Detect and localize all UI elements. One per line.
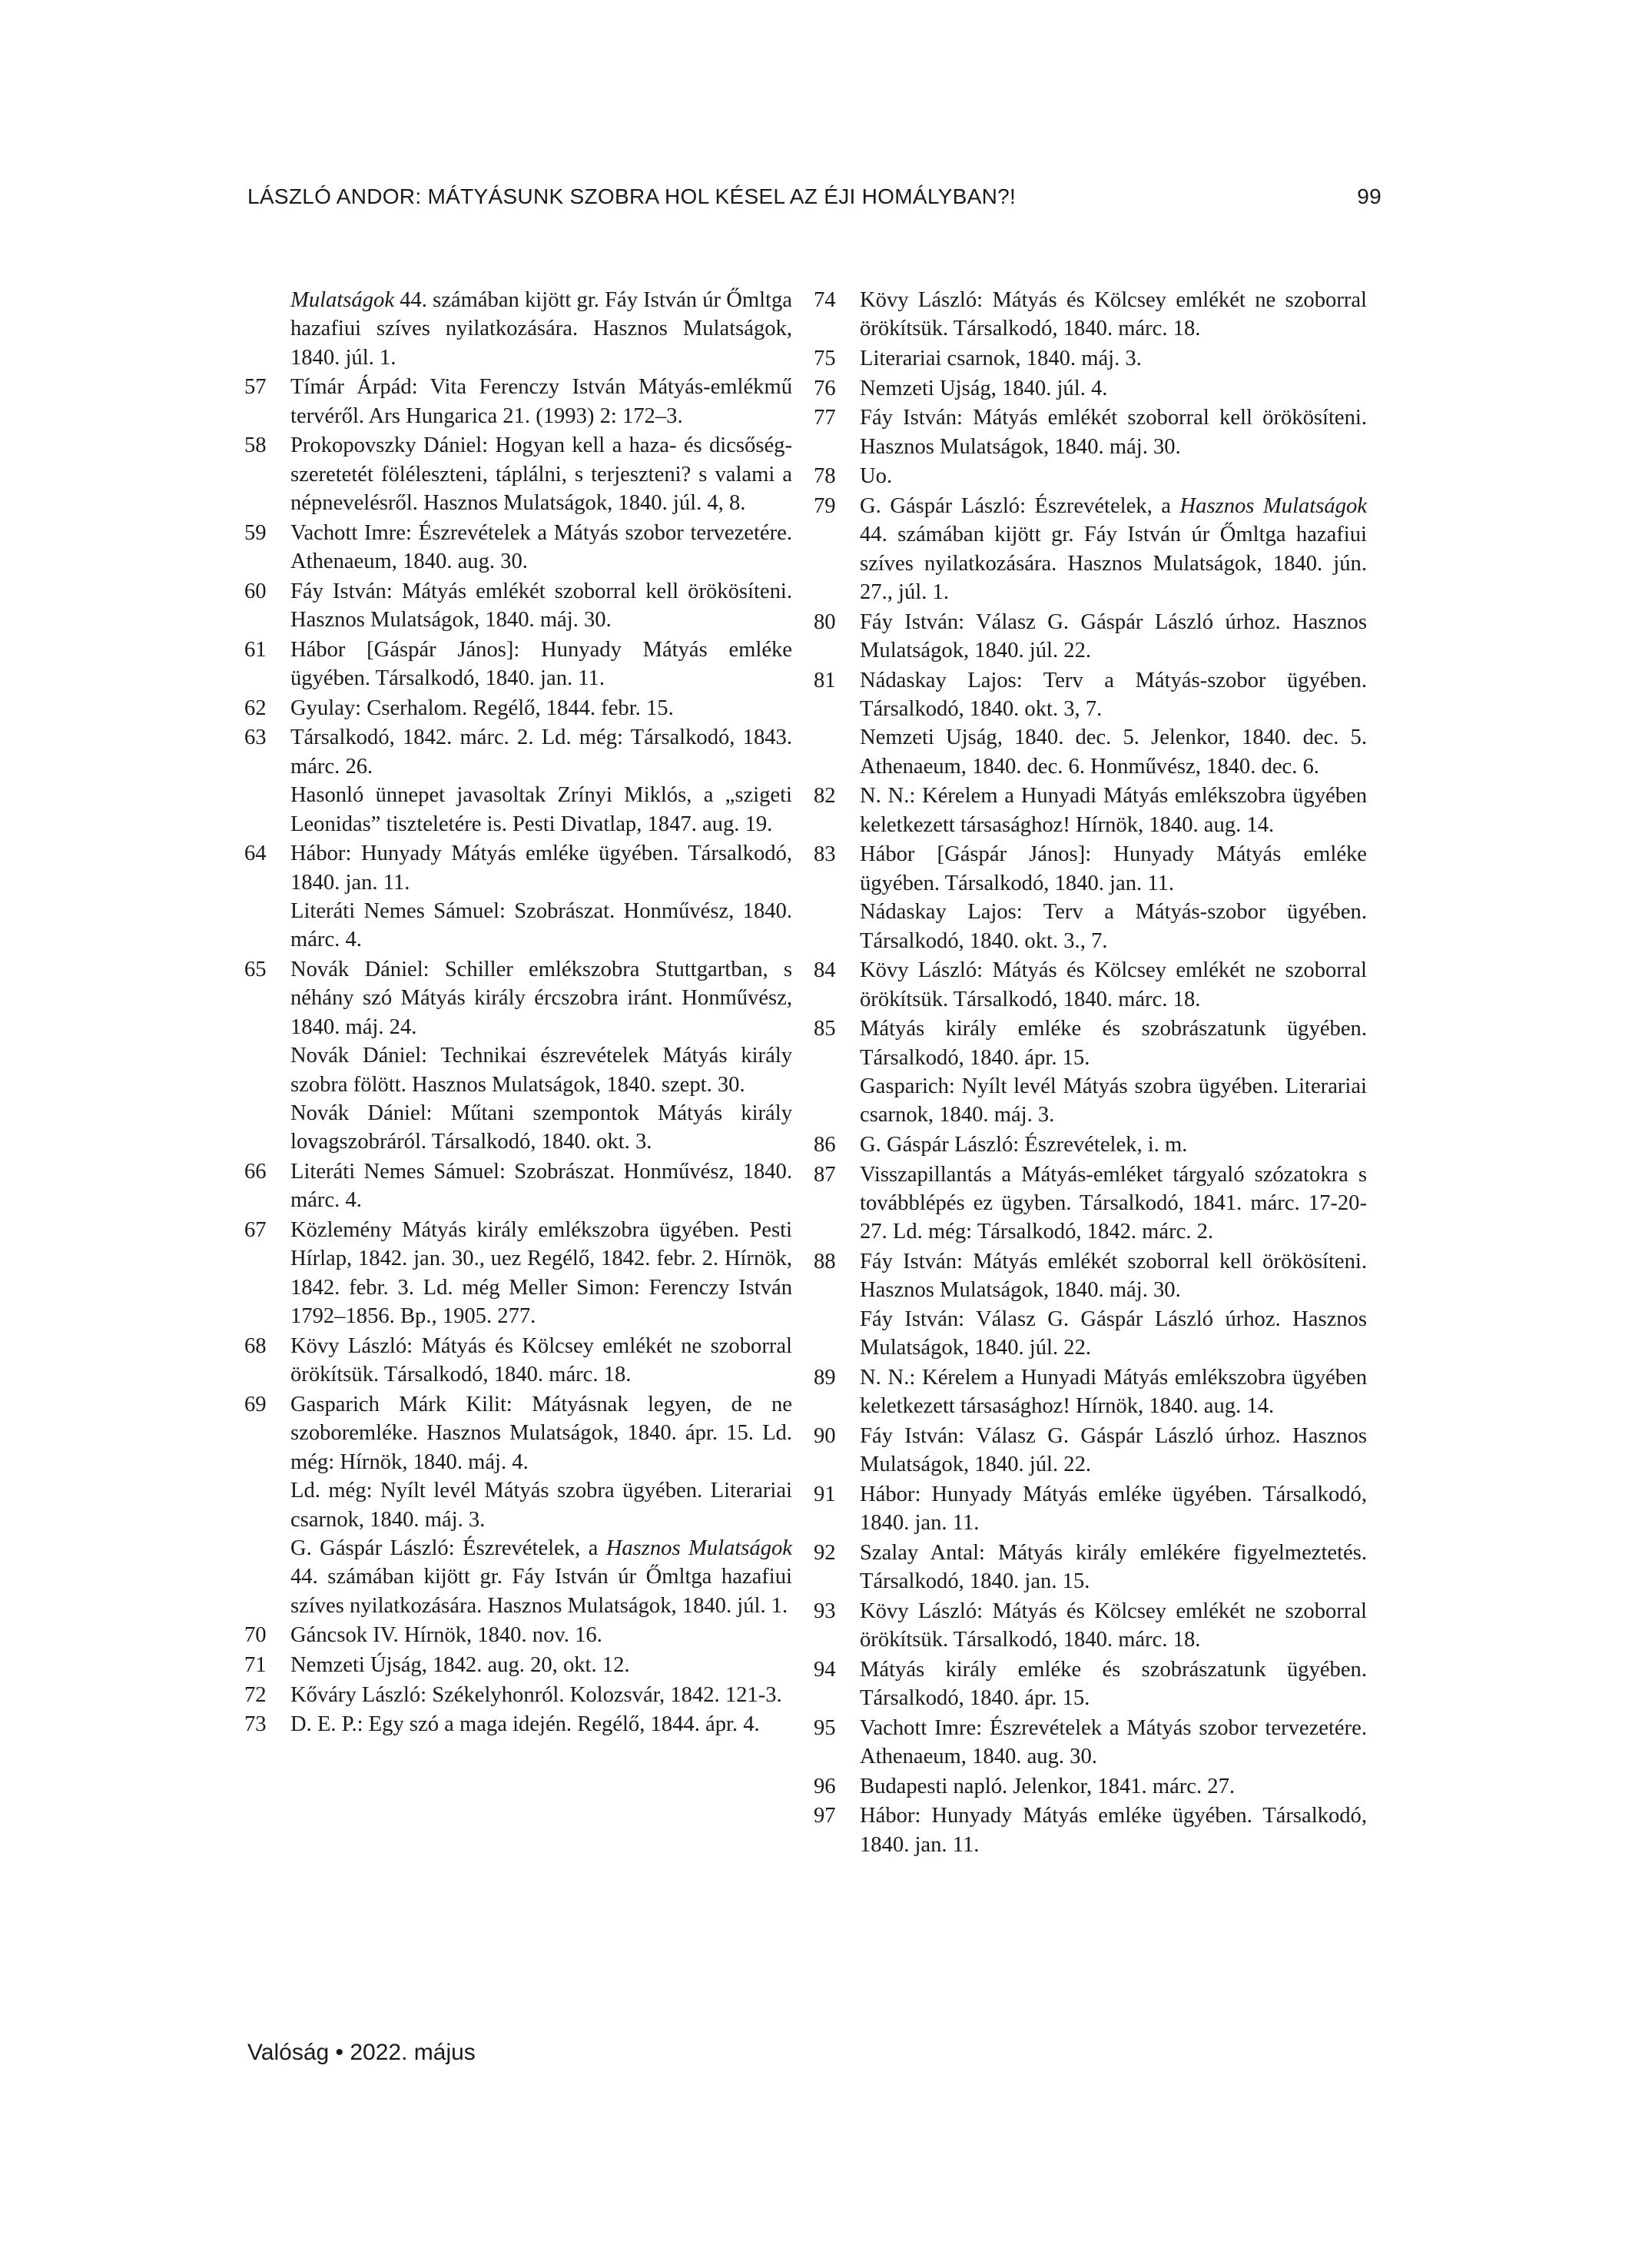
endnote-paragraph: Budapesti napló. Jelenkor, 1841. márc. 27. <box>860 1774 1236 1798</box>
endnote-paragraph: G. Gáspár László: Észrevételek, a Hasznos Mulatságok 44. számában kijött gr. Fáy István úr Őmltga hazafiui szíves nyilatkozására. Hasznos Mulatságok, 1840. júl. 1. <box>290 1536 792 1618</box>
endnote-paragraph: Visszapillantás a Mátyás-emléket tárgyaló szózatokra s továbblépés ez ügyben. Társalkodó, 1841. márc. 17-20-27. Ld. még: Társalkodó, 1842. márc. 2. <box>860 1162 1367 1244</box>
endnote-92 <box>814 1539 1367 1596</box>
endnote-paragraph: Uo. <box>860 464 893 489</box>
endnote-text <box>860 782 1367 839</box>
italic-journal-title: Mulatságok <box>290 288 395 312</box>
endnote-number: 89 <box>814 1365 836 1390</box>
endnote-text <box>860 1161 1367 1247</box>
endnote-text <box>860 666 1367 782</box>
endnote-number: 65 <box>244 958 267 982</box>
endnote-text <box>290 955 792 1157</box>
endnote-82 <box>814 782 1367 839</box>
endnote-text <box>290 519 792 576</box>
endnote-number: 87 <box>814 1162 836 1187</box>
endnote-paragraph: Literáti Nemes Sámuel: Szobrászat. Honművész, 1840. márc. 4. <box>290 1160 792 1213</box>
endnote-paragraph: Literáti Nemes Sámuel: Szobrászat. Honművész, 1840. márc. 4. <box>290 899 792 952</box>
endnote-number: 97 <box>814 1804 836 1828</box>
endnote-87 <box>814 1161 1367 1247</box>
endnote-78 <box>814 462 1367 490</box>
endnote-text <box>860 1422 1367 1479</box>
endnote-number: 75 <box>814 347 836 370</box>
endnote-paragraph: Nemzeti Ujság, 1840. dec. 5. Jelenkor, 1840. dec. 5. Athenaeum, 1840. dec. 6. Honművész, 1840. dec. 6. <box>860 726 1367 779</box>
endnote-number: 64 <box>244 842 267 866</box>
endnote-paragraph: Nádaskay Lajos: Terv a Mátyás-szobor ügyében. Társalkodó, 1840. okt. 3, 7. <box>860 668 1367 721</box>
endnote-text <box>290 1332 792 1390</box>
endnote-paragraph: Nádaskay Lajos: Terv a Mátyás-szobor ügyében. Társalkodó, 1840. okt. 3., 7. <box>860 900 1367 953</box>
endnote-number: 83 <box>814 842 836 867</box>
endnote-number: 88 <box>814 1250 836 1274</box>
endnote-number: 73 <box>244 1712 267 1737</box>
endnote-paragraph: Hábor: Hunyady Mátyás emléke ügyében. Társalkodó, 1840. jan. 11. <box>290 842 792 895</box>
endnote-paragraph: Gáncsok IV. Hírnök, 1840. nov. 16. <box>290 1623 602 1648</box>
endnote-text <box>860 344 1367 373</box>
endnote-number: 78 <box>814 464 836 489</box>
endnote-paragraph: Gasparich: Nyílt levél Mátyás szobra ügyében. Literariai csarnok, 1840. máj. 3. <box>860 1074 1367 1127</box>
notes-column-right <box>814 286 1367 1860</box>
endnote-70 <box>244 1621 792 1649</box>
endnote-95 <box>814 1714 1367 1772</box>
endnote-paragraph: N. N.: Kérelem a Hunyadi Mátyás emlékszobra ügyében keletkezett társasághoz! Hírnök, 1840. aug. 14. <box>860 1365 1367 1419</box>
endnote-number: 91 <box>814 1482 836 1506</box>
endnote-number: 76 <box>814 376 836 400</box>
endnote-paragraph: Fáy István: Válasz G. Gáspár László úrhoz. Hasznos Mulatságok, 1840. júl. 22. <box>860 1423 1367 1477</box>
endnote-paragraph: D. E. P.: Egy szó a maga idején. Regélő, 1844. ápr. 4. <box>290 1712 760 1737</box>
endnote-text <box>290 1651 792 1679</box>
endnote-72 <box>244 1681 792 1709</box>
endnote-text <box>860 1772 1367 1801</box>
endnote-paragraph: Hasonló ünnepet javasoltak Zrínyi Miklós, a „szigeti Leonidas” tiszteletére is. Pesti Divatlap, 1847. aug. 19. <box>290 783 792 836</box>
endnote-74 <box>814 286 1367 344</box>
notes-column-left <box>244 286 792 1740</box>
running-title: LÁSZLÓ ANDOR: MÁTYÁSUNK SZOBRA HOL KÉSEL AZ ÉJI HOMÁLYBAN?! <box>247 184 1017 208</box>
endnote-68 <box>244 1332 792 1390</box>
endnote-73 <box>244 1710 792 1738</box>
endnote-62 <box>244 694 792 722</box>
endnote-text <box>290 1390 792 1620</box>
endnote-text <box>290 839 792 955</box>
endnote-text <box>860 1363 1367 1421</box>
endnote-text <box>860 492 1367 607</box>
endnote-number: 95 <box>814 1715 836 1740</box>
endnote-61 <box>244 636 792 693</box>
endnote-number: 57 <box>244 375 267 400</box>
endnote-paragraph: Fáy István: Válasz G. Gáspár László úrhoz. Hasznos Mulatságok, 1840. júl. 22. <box>860 609 1367 662</box>
endnote-text <box>860 1480 1367 1538</box>
endnote-text <box>860 1597 1367 1655</box>
endnote-number: 63 <box>244 726 267 750</box>
endnote-paragraph: Kövy László: Mátyás és Kölcsey emlékét ne szoborral örökítsük. Társalkodó, 1840. márc. 18. <box>860 1599 1367 1652</box>
endnote-paragraph: Vachott Imre: Észrevételek a Mátyás szobor tervezetére. Athenaeum, 1840. aug. 30. <box>290 520 792 574</box>
endnote-paragraph: Prokopovszky Dániel: Hogyan kell a haza- és dicsőség-szeretetét föléleszteni, táplálni, s terjeszteni? s valami a népnevelésről. Hasznos Mulatságok, 1840. júl. 4, 8. <box>290 433 792 516</box>
endnote-60 <box>244 577 792 635</box>
endnote-paragraph: Fáy István: Mátyás emlékét szoborral kell örökösíteni. Hasznos Mulatságok, 1840. máj. 30. <box>860 406 1367 459</box>
endnote-paragraph: Fáy István: Válasz G. Gáspár László úrhoz. Hasznos Mulatságok, 1840. júl. 22. <box>860 1307 1367 1360</box>
endnote-text <box>290 1621 792 1649</box>
endnote-63 <box>244 723 792 838</box>
endnote-text <box>860 1131 1367 1159</box>
endnote-number: 82 <box>814 784 836 809</box>
endnote-number: 62 <box>244 696 267 720</box>
endnote-paragraph: Vachott Imre: Észrevételek a Mátyás szobor tervezetére. Athenaeum, 1840. aug. 30. <box>860 1715 1367 1769</box>
endnote-text <box>860 1247 1367 1363</box>
endnote-paragraph: Fáy István: Mátyás emlékét szoborral kell örökösíteni. Hasznos Mulatságok, 1840. máj. 30. <box>860 1250 1367 1303</box>
left-notes-list <box>244 373 792 1738</box>
endnote-paragraph: Fáy István: Mátyás emlékét szoborral kell örökösíteni. Hasznos Mulatságok, 1840. máj. 30. <box>290 579 792 633</box>
endnote-76 <box>814 374 1367 403</box>
endnote-number: 72 <box>244 1682 267 1707</box>
endnote-number: 85 <box>814 1017 836 1041</box>
endnote-number: 93 <box>814 1599 836 1623</box>
endnote-text <box>860 956 1367 1014</box>
endnote-text <box>290 373 792 430</box>
endnote-paragraph: Mátyás király emléke és szobrászatunk ügyében. Társalkodó, 1840. ápr. 15. <box>860 1657 1367 1711</box>
endnote-65 <box>244 955 792 1157</box>
endnote-number: 77 <box>814 406 836 430</box>
endnote-71 <box>244 1651 792 1679</box>
endnote-number: 94 <box>814 1657 836 1682</box>
endnote-94 <box>814 1655 1367 1713</box>
endnote-91 <box>814 1480 1367 1538</box>
endnote-number: 90 <box>814 1423 836 1448</box>
endnote-text <box>860 1014 1367 1130</box>
endnote-69 <box>244 1390 792 1620</box>
endnote-paragraph: G. Gáspár László: Észrevételek, i. m. <box>860 1133 1188 1157</box>
endnote-64 <box>244 839 792 955</box>
endnote-81 <box>814 666 1367 782</box>
endnote-text <box>860 1539 1367 1596</box>
endnote-text <box>290 1681 792 1709</box>
endnote-number: 67 <box>244 1218 267 1243</box>
endnote-88 <box>814 1247 1367 1363</box>
endnote-number: 79 <box>814 493 836 518</box>
endnote-number: 66 <box>244 1160 267 1184</box>
endnote-number: 84 <box>814 958 836 983</box>
endnote-number: 74 <box>814 288 836 312</box>
endnote-text <box>860 403 1367 461</box>
endnote-number: 92 <box>814 1540 836 1565</box>
endnote-text <box>290 431 792 517</box>
endnote-paragraph: Ld. még: Nyílt levél Mátyás szobra ügyében. Literariai csarnok, 1840. máj. 3. <box>290 1479 792 1532</box>
endnote-paragraph: Kőváry László: Székelyhonról. Kolozsvár, 1842. 121-3. <box>290 1682 782 1707</box>
endnote-number: 86 <box>814 1133 836 1157</box>
page-number: 99 <box>1357 184 1382 208</box>
endnote-text <box>860 840 1367 955</box>
endnote-text <box>860 286 1367 344</box>
endnote-text <box>290 723 792 838</box>
endnote-text <box>860 1655 1367 1713</box>
endnote-text <box>860 1801 1367 1859</box>
endnote-90 <box>814 1422 1367 1479</box>
endnote-paragraph: Kövy László: Mátyás és Kölcsey emlékét ne szoborral örökítsük. Társalkodó, 1840. márc. 18. <box>290 1333 792 1387</box>
endnote-text <box>860 608 1367 666</box>
endnote-paragraph: N. N.: Kérelem a Hunyadi Mátyás emlékszobra ügyében keletkezett társasághoz! Hírnök, 1840. aug. 14. <box>860 784 1367 837</box>
endnote-93 <box>814 1597 1367 1655</box>
endnote-57 <box>244 373 792 430</box>
endnote-paragraph: Társalkodó, 1842. márc. 2. Ld. még: Társalkodó, 1843. márc. 26. <box>290 726 792 779</box>
endnote-number: 81 <box>814 668 836 692</box>
endnote-number: 68 <box>244 1333 267 1358</box>
endnote-number: 71 <box>244 1652 267 1677</box>
endnote-paragraph: Gasparich Márk Kilit: Mátyásnak legyen, de ne szoboremléke. Hasznos Mulatságok, 1840. ápr. 15. Ld. még: Hírnök, 1840. máj. 4. <box>290 1392 792 1474</box>
endnote-80 <box>814 608 1367 666</box>
endnote-text <box>860 462 1367 490</box>
endnote-paragraph: Novák Dániel: Technikai észrevételek Mátyás király szobra fölött. Hasznos Mulatságok, 1840. szept. 30. <box>290 1044 792 1097</box>
endnote-number: 61 <box>244 637 267 662</box>
endnote-paragraph: Hábor: Hunyady Mátyás emléke ügyében. Társalkodó, 1840. jan. 11. <box>860 1482 1367 1536</box>
endnote-number: 59 <box>244 520 267 545</box>
endnote-59 <box>244 519 792 576</box>
endnote-89 <box>814 1363 1367 1421</box>
endnote-paragraph: Mátyás király emléke és szobrászatunk ügyében. Társalkodó, 1840. ápr. 15. <box>860 1017 1367 1070</box>
endnote-paragraph: Literariai csarnok, 1840. máj. 3. <box>860 347 1142 370</box>
italic-journal-title: Hasznos Mulatságok <box>1179 493 1367 518</box>
endnote-paragraph: Tímár Árpád: Vita Ferenczy István Mátyás-emlékmű tervéről. Ars Hungarica 21. (1993) 2: 172–3. <box>290 375 792 428</box>
endnote-paragraph: Közlemény Mátyás király emlékszobra ügyében. Pesti Hírlap, 1842. jan. 30., uez Regélő, 1842. febr. 2. Hírnök, 1842. febr. 3. Ld. még Meller Simon: Ferenczy István 1792–1856. Bp., 1905. 277. <box>290 1218 792 1329</box>
endnote-58 <box>244 431 792 517</box>
endnote-85 <box>814 1014 1367 1130</box>
endnote-text <box>290 636 792 693</box>
endnote-paragraph: Novák Dániel: Schiller emlékszobra Stuttgartban, s néhány szó Mátyás király ércszobra iránt. Honművész, 1840. máj. 24. <box>290 958 792 1039</box>
endnote-86 <box>814 1131 1367 1159</box>
endnote-paragraph: Gyulay: Cserhalom. Regélő, 1844. febr. 15. <box>290 696 674 720</box>
endnote-number: 80 <box>814 609 836 634</box>
endnote-77 <box>814 403 1367 461</box>
endnote-text <box>290 1216 792 1331</box>
endnote-67 <box>244 1216 792 1331</box>
endnote-number: 96 <box>814 1774 836 1798</box>
endnote-79 <box>814 492 1367 607</box>
endnote-number: 70 <box>244 1623 267 1648</box>
endnote-paragraph: Kövy László: Mátyás és Kölcsey emlékét ne szoborral örökítsük. Társalkodó, 1840. márc. 18. <box>860 288 1367 341</box>
note-continuation <box>290 286 792 372</box>
endnote-paragraph: Kövy László: Mátyás és Kölcsey emlékét ne szoborral örökítsük. Társalkodó, 1840. márc. 18. <box>860 958 1367 1011</box>
italic-journal-title: Hasznos Mulatságok <box>605 1536 792 1560</box>
endnote-84 <box>814 956 1367 1014</box>
endnote-66 <box>244 1157 792 1215</box>
endnote-number: 58 <box>244 433 267 458</box>
endnote-paragraph: Szalay Antal: Mátyás király emlékére figyelmeztetés. Társalkodó, 1840. jan. 15. <box>860 1540 1367 1594</box>
endnote-97 <box>814 1801 1367 1859</box>
endnote-text <box>290 577 792 635</box>
endnote-number: 69 <box>244 1392 267 1416</box>
endnote-75 <box>814 344 1367 373</box>
endnote-paragraph: Hábor [Gáspár János]: Hunyady Mátyás emléke ügyében. Társalkodó, 1840. jan. 11. <box>290 637 792 691</box>
right-notes-list <box>814 286 1367 1859</box>
continuation-text: 44. számában kijött gr. Fáy István úr Őmltga hazafiui szíves nyilatkozására. Hasznos Mulatságok, 1840. júl. 1. <box>290 288 792 370</box>
endnote-paragraph: Hábor: Hunyady Mátyás emléke ügyében. Társalkodó, 1840. jan. 11. <box>860 1804 1367 1857</box>
endnote-text <box>290 1710 792 1738</box>
endnote-number: 60 <box>244 579 267 603</box>
page-footer: Valóság • 2022. május <box>247 2040 476 2065</box>
endnote-paragraph: Nemzeti Ujság, 1840. júl. 4. <box>860 376 1108 400</box>
endnote-96 <box>814 1772 1367 1801</box>
endnote-83 <box>814 840 1367 955</box>
endnote-text <box>860 1714 1367 1772</box>
endnote-text <box>290 1157 792 1215</box>
endnote-paragraph: G. Gáspár László: Észrevételek, a Hasznos Mulatságok 44. számában kijött gr. Fáy István úr Őmltga hazafiui szíves nyilatkozására. Hasznos Mulatságok, 1840. jún. 27., júl. 1. <box>860 493 1367 604</box>
endnote-paragraph: Hábor [Gáspár János]: Hunyady Mátyás emléke ügyében. Társalkodó, 1840. jan. 11. <box>860 842 1367 895</box>
endnote-paragraph: Nemzeti Újság, 1842. aug. 20, okt. 12. <box>290 1652 630 1677</box>
endnote-text <box>290 694 792 722</box>
endnote-text <box>860 374 1367 403</box>
endnote-paragraph: Novák Dániel: Műtani szempontok Mátyás király lovagszobráról. Társalkodó, 1840. okt. 3. <box>290 1101 792 1154</box>
